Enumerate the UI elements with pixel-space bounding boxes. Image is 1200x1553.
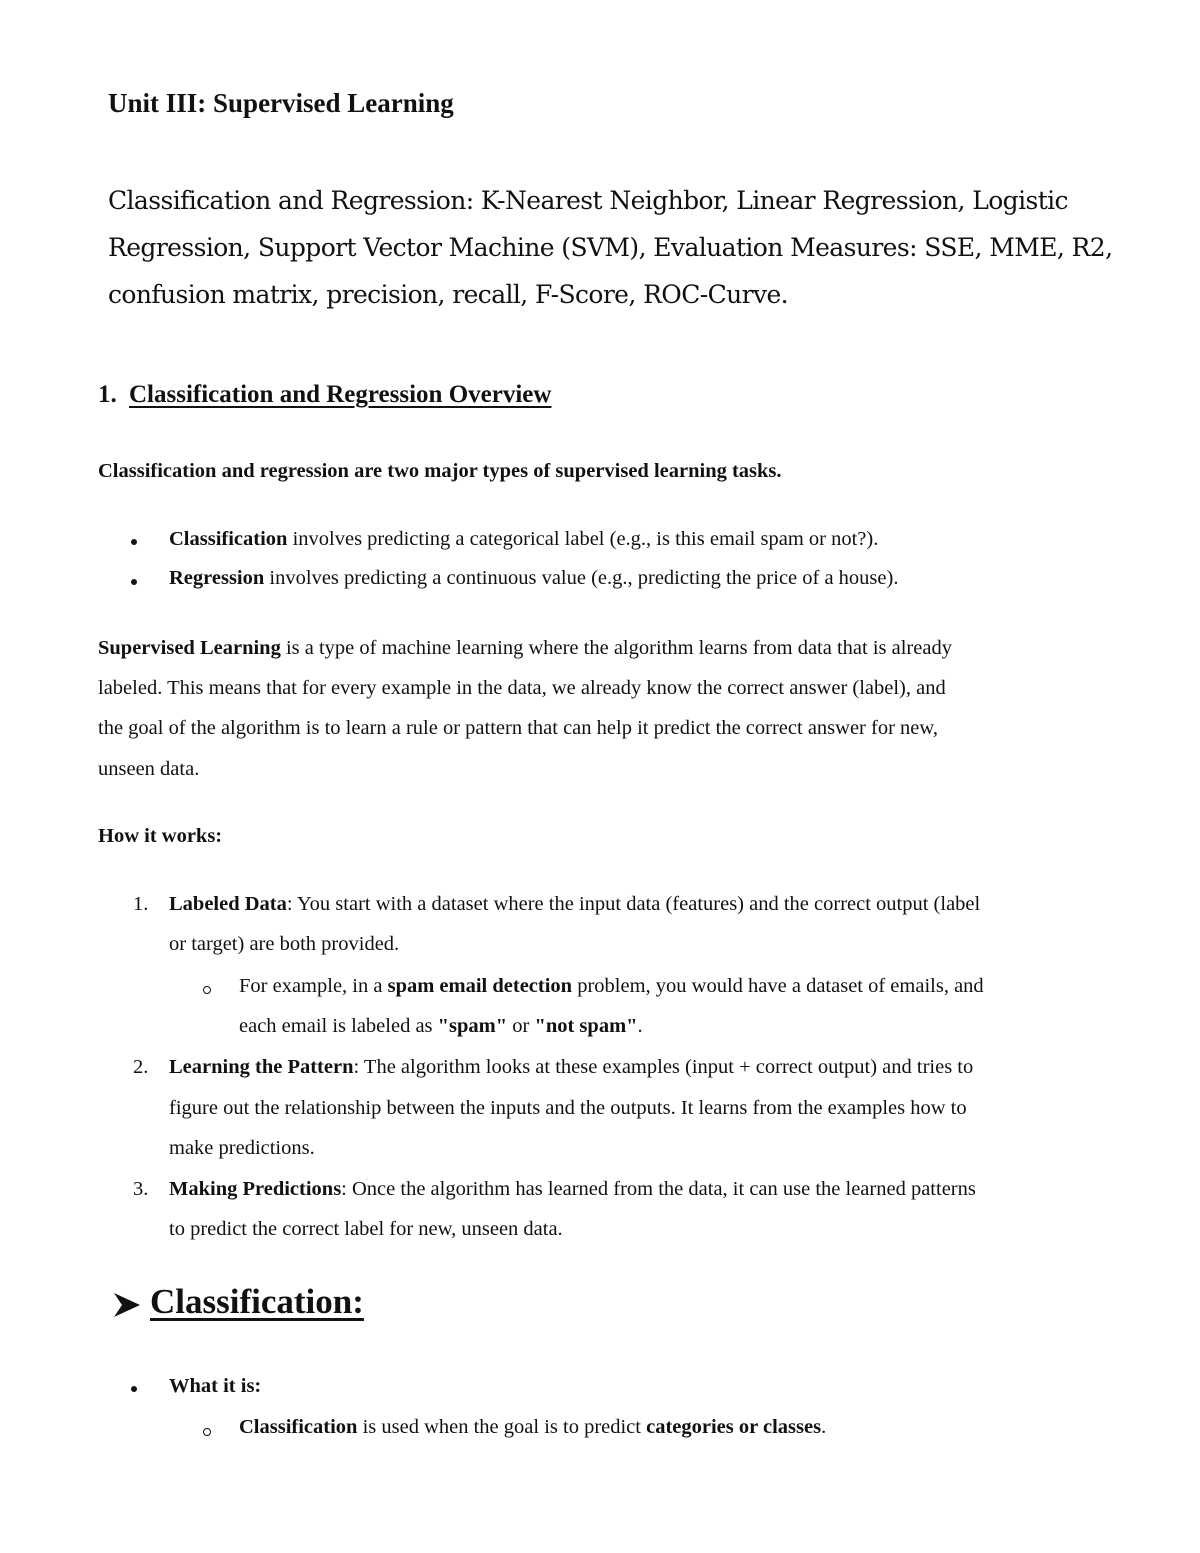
bullet-icon: [131, 539, 137, 545]
what-it-is-detail: [239, 1416, 826, 1439]
sub-text: problem, you would have a dataset of emails, and: [572, 975, 984, 997]
supervised-line-1: [98, 637, 952, 660]
term: Supervised Learning: [98, 637, 281, 659]
step-number: 3.: [133, 1178, 149, 1200]
syllabus-line-2: Regression, Support Vector Machine (SVM), Evaluation Measures: SSE, MME, R2,: [108, 233, 1113, 262]
circle-bullet-icon: [203, 1428, 211, 1436]
detail-text: .: [821, 1416, 827, 1438]
syllabus-line-1: Classification and Regression: K-Nearest Neighbor, Linear Regression, Logistic: [108, 186, 1068, 215]
how-heading: How it works:: [98, 825, 223, 847]
section-title: Classification and Regression Overview: [129, 381, 552, 408]
step-number: 1.: [133, 893, 149, 915]
paragraph-text: is a type of machine learning where the algorithm learns from data that is already: [280, 637, 952, 659]
circle-bullet-icon: [203, 986, 211, 994]
term: Making Predictions: [169, 1178, 342, 1200]
step-1-line-2: or target) are both provided.: [169, 933, 400, 955]
step-2-line-2: figure out the relationship between the inputs and the outputs. It learns from the examples how to: [169, 1097, 967, 1119]
section-number: 1.: [98, 381, 117, 408]
term: Classification: [239, 1416, 358, 1438]
sub-text: For example, in a: [239, 975, 388, 997]
supervised-line-3: the goal of the algorithm is to learn a rule or pattern that can help it predict the correct answer for new,: [98, 717, 938, 739]
list-item-classification: [169, 528, 878, 551]
bullet-icon: [131, 1386, 137, 1392]
supervised-line-2: labeled. This means that for every example in the data, we already know the correct answer (label), and: [98, 677, 946, 699]
sub-bold: "not spam": [534, 1015, 638, 1037]
step-text: : You start with a dataset where the input data (features) and the correct output (label: [286, 893, 981, 915]
list-item-regression: [169, 567, 898, 590]
supervised-line-4: unseen data.: [98, 758, 200, 780]
sub-bold: spam email detection: [387, 975, 573, 997]
syllabus-line-3: confusion matrix, precision, recall, F-Score, ROC-Curve.: [108, 280, 789, 309]
term: Labeled Data: [169, 893, 287, 915]
classification-heading: Classification:: [150, 1282, 364, 1321]
term: Regression: [169, 567, 265, 589]
term: Classification: [169, 528, 288, 550]
arrowhead-icon: [112, 1290, 142, 1320]
step-2-line-3: make predictions.: [169, 1137, 315, 1159]
detail-bold: categories or classes: [646, 1416, 822, 1438]
step-number: 2.: [133, 1056, 149, 1078]
term: Learning the Pattern: [169, 1056, 354, 1078]
sub-text: each email is labeled as: [239, 1015, 438, 1037]
sub-text: or: [507, 1015, 535, 1037]
what-it-is-label: What it is:: [169, 1375, 262, 1397]
bullet-icon: [131, 579, 137, 585]
section-heading-1: [98, 381, 551, 409]
step-3-line-2: to predict the correct label for new, unseen data.: [169, 1218, 563, 1240]
step-1-sub-line-2: [239, 1015, 643, 1038]
step-2-line-1: [169, 1056, 973, 1079]
section-intro: Classification and regression are two major types of supervised learning tasks.: [98, 460, 782, 482]
detail-text: is used when the goal is to predict: [357, 1416, 647, 1438]
sub-bold: "spam": [437, 1015, 508, 1037]
item-text: involves predicting a categorical label (e.g., is this email spam or not?).: [287, 528, 879, 550]
step-text: : Once the algorithm has learned from the data, it can use the learned patterns: [341, 1178, 976, 1200]
step-3-line-1: [169, 1178, 976, 1201]
step-1-line-1: [169, 893, 980, 916]
step-1-sub-line-1: [239, 975, 984, 998]
unit-title: Unit III: Supervised Learning: [108, 88, 454, 118]
sub-text: .: [637, 1015, 643, 1037]
step-text: : The algorithm looks at these examples (input + correct output) and tries to: [353, 1056, 974, 1078]
item-text: involves predicting a continuous value (e.g., predicting the price of a house).: [264, 567, 899, 589]
